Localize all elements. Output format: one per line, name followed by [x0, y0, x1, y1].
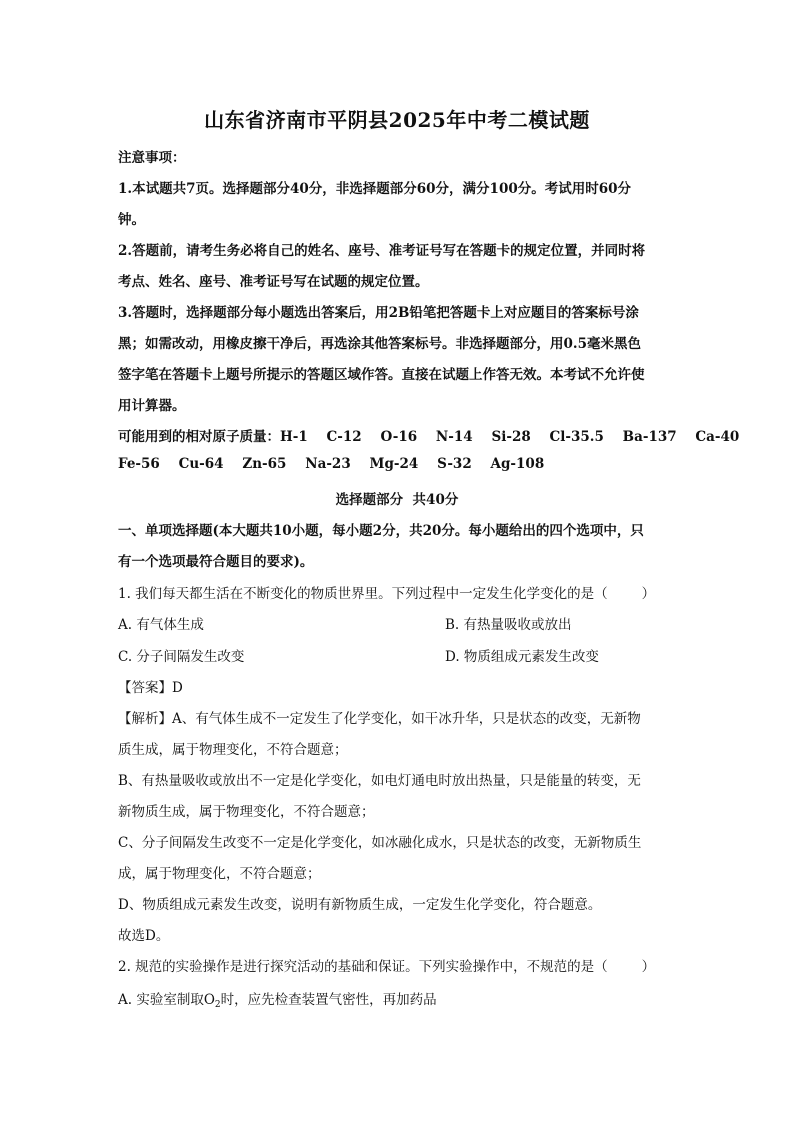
- notice-heading: 注意事项：: [118, 150, 186, 166]
- question-2-paren-close: ）: [641, 959, 656, 975]
- notice-item-2-cont: 考点、姓名、座号、准考证号写在试题的规定位置。: [118, 274, 429, 290]
- notice-item-3: 3.答题时，选择题部分每小题选出答案后，用2B铅笔把答题卡上对应题目的答案标号涂: [118, 305, 639, 321]
- question-2-option-a-text-cont: 时，应先检查装置气密性，再加药品: [220, 992, 437, 1008]
- question-1-analysis-2: 质生成，属于物理变化，不符合题意；: [118, 742, 348, 758]
- oxygen-subscript: 2: [214, 1000, 221, 1010]
- notice-item-2: 2.答题前，请考生务必将自己的姓名、座号、准考证号写在答题卡的规定位置，并同时将: [118, 243, 646, 259]
- question-1-answer: 【答案】D: [118, 680, 183, 696]
- question-1-option-b: B. 有热量吸收或放出: [445, 617, 572, 633]
- notice-item-3-cont3: 用计算器。: [118, 398, 186, 414]
- question-1-option-a: A. 有气体生成: [118, 617, 204, 633]
- section-heading: 选择题部分 共40分: [335, 492, 459, 508]
- question-1-analysis-3: B、有热量吸收或放出不一定是化学变化，如电灯通电时放出热量，只是能量的转变，无: [118, 773, 641, 789]
- question-1-text: 1. 我们每天都生活在不断变化的物质世界里。下列过程中一定发生化学变化的是（: [118, 586, 608, 602]
- notice-item-3-cont1: 黑；如需改动，用橡皮擦干净后，再选涂其他答案标号。非选择题部分，用0.5毫米黑色: [118, 336, 641, 352]
- question-1-stem: [118, 582, 655, 602]
- page-title: 山东省济南市平阴县2025年中考二模试题: [204, 108, 590, 132]
- part1-instructions-cont: 有一个选项最符合题目的要求)。: [118, 554, 314, 570]
- atomic-mass-line-1: 可能用到的相对原子质量：H-1 C-12 O-16 N-14 Si-28 Cl-35.5 Ba-137 Ca-40: [118, 429, 740, 445]
- notice-item-3-cont2: 签字笔在答题卡上题号所提示的答题区域作答。直接在试题上作答无效。本考试不允许使: [118, 367, 645, 383]
- question-1-analysis-4: 新物质生成，属于物理变化，不符合题意；: [118, 804, 375, 820]
- question-1-option-c: C. 分子间隔发生改变: [118, 649, 245, 665]
- notice-item-1: 1.本试题共7页。选择题部分40分，非选择题部分60分，满分100分。考试用时60分: [118, 181, 632, 197]
- question-2-text: 2. 规范的实验操作是进行探究活动的基础和保证。下列实验操作中，不规范的是（: [118, 959, 608, 975]
- atomic-mass-line-2: Fe-56 Cu-64 Zn-65 Na-23 Mg-24 S-32 Ag-108: [118, 456, 545, 472]
- question-2-option-a: [118, 988, 437, 1010]
- question-1-conclusion: 故选D。: [118, 928, 170, 944]
- question-1-option-d: D. 物质组成元素发生改变: [445, 649, 599, 665]
- notice-item-1-cont: 钟。: [118, 212, 145, 228]
- part1-instructions: 一、单项选择题(本大题共10小题，每小题2分，共20分。每小题给出的四个选项中，只: [118, 523, 644, 539]
- question-1-analysis-5: C、分子间隔发生改变不一定是化学变化，如冰融化成水，只是状态的改变，无新物质生: [118, 835, 642, 851]
- question-1-paren-close: ）: [641, 586, 656, 602]
- question-2-option-a-text: A. 实验室制取O: [118, 992, 215, 1008]
- question-2-stem: [118, 955, 655, 975]
- question-1-analysis-1: 【解析】A、有气体生成不一定发生了化学变化，如干冰升华，只是状态的改变，无新物: [118, 711, 641, 727]
- question-1-analysis-6: 成，属于物理变化，不符合题意；: [118, 866, 321, 882]
- question-1-analysis-7: D、物质组成元素发生改变，说明有新物质生成，一定发生化学变化，符合题意。: [118, 897, 602, 913]
